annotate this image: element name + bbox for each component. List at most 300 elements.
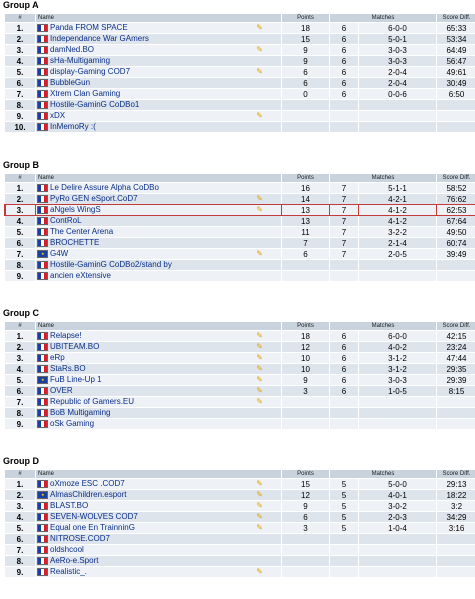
team-cell xyxy=(36,386,281,396)
score-diff-cell xyxy=(437,408,475,418)
played-cell xyxy=(330,111,358,121)
pencil-icon[interactable]: ✎ xyxy=(256,386,263,396)
team-link[interactable]: Realistic_. xyxy=(50,567,87,577)
record-cell: 3-2-2 xyxy=(359,227,436,237)
team-cell xyxy=(36,408,281,418)
score-diff-cell: 39:49 xyxy=(437,249,475,259)
team-link[interactable]: Hostile-GaminG CoDBo2/stand by xyxy=(50,260,172,270)
team-cell xyxy=(36,111,281,121)
france-flag-icon xyxy=(37,184,48,192)
team-link[interactable]: G4W xyxy=(50,249,69,259)
played-cell xyxy=(330,100,358,110)
played-cell: 6 xyxy=(330,331,358,341)
team-link[interactable]: eRp xyxy=(50,353,65,363)
played-cell: 6 xyxy=(330,89,358,99)
france-flag-icon xyxy=(37,261,48,269)
played-cell: 7 xyxy=(330,194,358,204)
points-cell: 11 xyxy=(282,227,329,237)
record-cell: 4-0-2 xyxy=(359,342,436,352)
france-flag-icon xyxy=(37,332,48,340)
record-cell: 4-2-1 xyxy=(359,194,436,204)
rank-cell: 2. xyxy=(5,490,35,500)
pencil-icon[interactable]: ✎ xyxy=(256,111,263,121)
rank-cell: 1. xyxy=(5,23,35,33)
table-row xyxy=(5,512,475,522)
score-diff-cell: 6:50 xyxy=(437,89,475,99)
standings-table xyxy=(4,469,475,578)
played-cell: 5 xyxy=(330,501,358,511)
team-link[interactable]: sHa-Multigaming xyxy=(50,56,111,66)
team-link[interactable]: BubbleGun xyxy=(50,78,91,88)
rank-cell: 3. xyxy=(5,353,35,363)
score-diff-cell: 18:22 xyxy=(437,490,475,500)
record-cell: 3-1-2 xyxy=(359,353,436,363)
table-row xyxy=(5,419,475,429)
score-diff-cell: 34:29 xyxy=(437,512,475,522)
record-cell: 0-0-6 xyxy=(359,89,436,99)
france-flag-icon xyxy=(37,112,48,120)
rank-cell: 7. xyxy=(5,89,35,99)
pencil-icon[interactable]: ✎ xyxy=(256,194,263,204)
score-diff-cell xyxy=(437,556,475,566)
score-diff-cell: 60:74 xyxy=(437,238,475,248)
record-cell: 2-0-4 xyxy=(359,78,436,88)
rank-cell: 3. xyxy=(5,45,35,55)
table-row xyxy=(5,194,475,204)
header-rank: # xyxy=(5,14,35,22)
played-cell: 6 xyxy=(330,56,358,66)
points-cell: 18 xyxy=(282,331,329,341)
points-cell: 9 xyxy=(282,501,329,511)
rank-cell: 3. xyxy=(5,501,35,511)
rank-cell: 6. xyxy=(5,386,35,396)
record-cell xyxy=(359,408,436,418)
pencil-icon[interactable]: ✎ xyxy=(256,249,263,259)
header-matches: Matches xyxy=(330,322,436,330)
team-link[interactable]: BoB Multigaming xyxy=(50,408,111,418)
score-diff-cell xyxy=(437,397,475,407)
table-row xyxy=(5,375,475,385)
france-flag-icon xyxy=(37,354,48,362)
team-link[interactable]: Independance War GAmers xyxy=(50,34,149,44)
team-cell xyxy=(36,260,281,270)
team-cell xyxy=(36,227,281,237)
rank-cell: 4. xyxy=(5,512,35,522)
pencil-icon[interactable]: ✎ xyxy=(256,353,263,363)
record-cell: 2-0-3 xyxy=(359,512,436,522)
record-cell: 4-0-1 xyxy=(359,490,436,500)
france-flag-icon xyxy=(37,35,48,43)
pencil-icon[interactable]: ✎ xyxy=(256,364,263,374)
team-cell xyxy=(36,523,281,533)
eu-flag-icon xyxy=(37,491,48,499)
played-cell: 7 xyxy=(330,249,358,259)
team-link[interactable]: Relapse! xyxy=(50,331,82,341)
record-cell: 4-1-2 xyxy=(359,216,436,226)
team-cell xyxy=(36,194,281,204)
table-row xyxy=(5,556,475,566)
france-flag-icon xyxy=(37,90,48,98)
rank-cell: 5. xyxy=(5,67,35,77)
played-cell: 7 xyxy=(330,183,358,193)
pencil-icon[interactable]: ✎ xyxy=(256,501,263,511)
team-cell xyxy=(36,45,281,55)
played-cell: 5 xyxy=(330,479,358,489)
points-cell xyxy=(282,271,329,281)
france-flag-icon xyxy=(37,206,48,214)
table-row xyxy=(5,100,475,110)
points-cell: 15 xyxy=(282,479,329,489)
played-cell xyxy=(330,419,358,429)
team-link[interactable]: damNed.BO xyxy=(50,45,95,55)
team-link[interactable]: ancien eXtensive xyxy=(50,271,111,281)
table-header-row xyxy=(5,14,475,22)
team-cell xyxy=(36,122,281,132)
pencil-icon[interactable]: ✎ xyxy=(256,45,263,55)
header-name: Name xyxy=(36,470,281,478)
team-link[interactable]: aNgels WingS xyxy=(50,205,101,215)
score-diff-cell xyxy=(437,100,475,110)
team-link[interactable]: InMemoRy :( xyxy=(50,122,96,132)
rank-cell: 9. xyxy=(5,419,35,429)
team-cell xyxy=(36,23,281,33)
table-row xyxy=(5,490,475,500)
rank-cell: 5. xyxy=(5,523,35,533)
played-cell: 6 xyxy=(330,386,358,396)
team-link[interactable]: ContRoL xyxy=(50,216,82,226)
points-cell: 13 xyxy=(282,216,329,226)
record-cell: 2-0-5 xyxy=(359,249,436,259)
score-diff-cell: 49:61 xyxy=(437,67,475,77)
header-rank: # xyxy=(5,322,35,330)
points-cell: 3 xyxy=(282,523,329,533)
table-row xyxy=(5,331,475,341)
france-flag-icon xyxy=(37,79,48,87)
team-link[interactable]: BLAST.BO xyxy=(50,501,89,511)
team-cell xyxy=(36,512,281,522)
france-flag-icon xyxy=(37,101,48,109)
group-title: Group A xyxy=(3,0,39,10)
standings-table xyxy=(4,173,475,282)
team-link[interactable]: UBITEAM.BO xyxy=(50,342,100,352)
team-cell xyxy=(36,364,281,374)
header-matches: Matches xyxy=(330,174,436,182)
team-link[interactable]: AeRo-e.Sport xyxy=(50,556,99,566)
table-row xyxy=(5,408,475,418)
played-cell: 6 xyxy=(330,23,358,33)
points-cell: 9 xyxy=(282,45,329,55)
team-link[interactable]: BROCHETTE xyxy=(50,238,100,248)
played-cell xyxy=(330,534,358,544)
score-diff-cell: 29:13 xyxy=(437,479,475,489)
points-cell xyxy=(282,534,329,544)
score-diff-cell: 62:53 xyxy=(437,205,475,215)
table-row xyxy=(5,34,475,44)
score-diff-cell: 8:15 xyxy=(437,386,475,396)
pencil-icon[interactable]: ✎ xyxy=(256,205,263,215)
table-row xyxy=(5,111,475,121)
points-cell: 13 xyxy=(282,205,329,215)
table-row xyxy=(5,501,475,511)
table-row xyxy=(5,260,475,270)
rank-cell: 9. xyxy=(5,111,35,121)
team-cell xyxy=(36,353,281,363)
played-cell: 6 xyxy=(330,353,358,363)
record-cell xyxy=(359,260,436,270)
team-link[interactable]: Hostile-GaminG CoDBo1 xyxy=(50,100,140,110)
team-cell xyxy=(36,183,281,193)
record-cell xyxy=(359,397,436,407)
team-link[interactable]: xDX xyxy=(50,111,66,121)
played-cell: 5 xyxy=(330,512,358,522)
points-cell: 6 xyxy=(282,249,329,259)
score-diff-cell: 56:47 xyxy=(437,56,475,66)
score-diff-cell: 23:24 xyxy=(437,342,475,352)
record-cell xyxy=(359,545,436,555)
table-row xyxy=(5,216,475,226)
record-cell: 5-0-1 xyxy=(359,34,436,44)
france-flag-icon xyxy=(37,123,48,131)
rank-cell: 8. xyxy=(5,260,35,270)
rank-cell: 6. xyxy=(5,238,35,248)
team-link[interactable]: Panda FROM SPACE xyxy=(50,23,128,33)
team-link[interactable]: FuB Line-Up 1 xyxy=(50,375,102,385)
score-diff-cell: 64:49 xyxy=(437,45,475,55)
record-cell: 2-1-4 xyxy=(359,238,436,248)
played-cell: 7 xyxy=(330,216,358,226)
played-cell: 5 xyxy=(330,490,358,500)
record-cell: 4-1-2 xyxy=(359,205,436,215)
score-diff-cell: 49:50 xyxy=(437,227,475,237)
played-cell xyxy=(330,556,358,566)
table-row xyxy=(5,545,475,555)
points-cell: 12 xyxy=(282,342,329,352)
table-row xyxy=(5,249,475,259)
rank-cell: 10. xyxy=(5,122,35,132)
played-cell: 7 xyxy=(330,227,358,237)
france-flag-icon xyxy=(37,524,48,532)
points-cell: 12 xyxy=(282,490,329,500)
france-flag-icon xyxy=(37,387,48,395)
table-row xyxy=(5,386,475,396)
team-cell xyxy=(36,342,281,352)
played-cell xyxy=(330,122,358,132)
france-flag-icon xyxy=(37,557,48,565)
points-cell: 16 xyxy=(282,183,329,193)
played-cell: 7 xyxy=(330,205,358,215)
header-points: Points xyxy=(282,174,329,182)
team-link[interactable]: OVER xyxy=(50,386,73,396)
header-rank: # xyxy=(5,470,35,478)
pencil-icon[interactable]: ✎ xyxy=(256,375,263,385)
rank-cell: 9. xyxy=(5,271,35,281)
score-diff-cell xyxy=(437,122,475,132)
score-diff-cell: 29:35 xyxy=(437,364,475,374)
france-flag-icon xyxy=(37,480,48,488)
table-row xyxy=(5,67,475,77)
group-title: Group C xyxy=(3,308,39,318)
points-cell: 9 xyxy=(282,56,329,66)
points-cell: 6 xyxy=(282,67,329,77)
points-cell: 14 xyxy=(282,194,329,204)
france-flag-icon xyxy=(37,420,48,428)
played-cell: 6 xyxy=(330,375,358,385)
team-cell xyxy=(36,89,281,99)
played-cell xyxy=(330,260,358,270)
rank-cell: 1. xyxy=(5,183,35,193)
team-link[interactable]: oXmoze ESC .COD7 xyxy=(50,479,125,489)
score-diff-cell: 30:49 xyxy=(437,78,475,88)
team-link[interactable]: AlmasChildren.esport xyxy=(50,490,127,500)
france-flag-icon xyxy=(37,68,48,76)
france-flag-icon xyxy=(37,343,48,351)
table-row xyxy=(5,353,475,363)
standings-table xyxy=(4,13,475,133)
table-row xyxy=(5,271,475,281)
team-link[interactable]: oldshcool xyxy=(50,545,84,555)
france-flag-icon xyxy=(37,535,48,543)
points-cell xyxy=(282,111,329,121)
score-diff-cell: 53:34 xyxy=(437,34,475,44)
pencil-icon[interactable]: ✎ xyxy=(256,490,263,500)
table-row xyxy=(5,183,475,193)
team-link[interactable]: oSk Gaming xyxy=(50,419,95,429)
score-diff-cell: 65:33 xyxy=(437,23,475,33)
points-cell: 6 xyxy=(282,512,329,522)
points-cell xyxy=(282,260,329,270)
team-cell xyxy=(36,271,281,281)
record-cell: 6-0-0 xyxy=(359,23,436,33)
points-cell: 18 xyxy=(282,23,329,33)
header-points: Points xyxy=(282,322,329,330)
rank-cell: 9. xyxy=(5,567,35,577)
team-link[interactable]: The Center Arena xyxy=(50,227,114,237)
rank-cell: 7. xyxy=(5,397,35,407)
points-cell xyxy=(282,545,329,555)
header-name: Name xyxy=(36,322,281,330)
score-diff-cell: 76:62 xyxy=(437,194,475,204)
played-cell xyxy=(330,567,358,577)
played-cell: 5 xyxy=(330,523,358,533)
pencil-icon[interactable]: ✎ xyxy=(256,397,263,407)
eu-flag-icon xyxy=(37,250,48,258)
record-cell: 6-0-0 xyxy=(359,331,436,341)
team-link[interactable]: Xtrem Clan Gaming xyxy=(50,89,121,99)
france-flag-icon xyxy=(37,272,48,280)
team-cell xyxy=(36,567,281,577)
score-diff-cell: 29:39 xyxy=(437,375,475,385)
team-link[interactable]: NITROSE.COD7 xyxy=(50,534,111,544)
score-diff-cell: 3:16 xyxy=(437,523,475,533)
table-header-row xyxy=(5,322,475,330)
team-cell xyxy=(36,67,281,77)
rank-cell: 2. xyxy=(5,34,35,44)
score-diff-cell xyxy=(437,419,475,429)
france-flag-icon xyxy=(37,365,48,373)
played-cell: 6 xyxy=(330,364,358,374)
eu-flag-icon xyxy=(37,376,48,384)
table-row xyxy=(5,479,475,489)
score-diff-cell: 58:52 xyxy=(437,183,475,193)
header-score-diff: Score Diff. xyxy=(437,470,475,478)
team-link[interactable]: Le Delire Assure Alpha CoDBo xyxy=(50,183,159,193)
rank-cell: 1. xyxy=(5,479,35,489)
team-link[interactable]: display-Gaming COD7 xyxy=(50,67,131,77)
pencil-icon[interactable]: ✎ xyxy=(256,67,263,77)
table-row xyxy=(5,342,475,352)
score-diff-cell: 42:15 xyxy=(437,331,475,341)
france-flag-icon xyxy=(37,57,48,65)
points-cell xyxy=(282,408,329,418)
table-row xyxy=(5,56,475,66)
france-flag-icon xyxy=(37,24,48,32)
pencil-icon[interactable]: ✎ xyxy=(256,512,263,522)
group-title: Group B xyxy=(3,160,39,170)
pencil-icon[interactable]: ✎ xyxy=(256,567,263,577)
played-cell: 6 xyxy=(330,342,358,352)
france-flag-icon xyxy=(37,502,48,510)
points-cell: 0 xyxy=(282,89,329,99)
score-diff-cell: 3:2 xyxy=(437,501,475,511)
played-cell xyxy=(330,408,358,418)
team-cell xyxy=(36,238,281,248)
score-diff-cell xyxy=(437,260,475,270)
played-cell: 6 xyxy=(330,67,358,77)
team-link[interactable]: Republic of Gamers.EU xyxy=(50,397,135,407)
team-cell xyxy=(36,205,281,215)
pencil-icon[interactable]: ✎ xyxy=(256,523,263,533)
points-cell xyxy=(282,122,329,132)
team-link[interactable]: SEVEN-WOLVES COD7 xyxy=(50,512,138,522)
table-row xyxy=(5,523,475,533)
header-name: Name xyxy=(36,174,281,182)
pencil-icon[interactable]: ✎ xyxy=(256,23,263,33)
france-flag-icon xyxy=(37,46,48,54)
points-cell xyxy=(282,419,329,429)
score-diff-cell: 47:44 xyxy=(437,353,475,363)
record-cell xyxy=(359,122,436,132)
team-cell xyxy=(36,56,281,66)
score-diff-cell xyxy=(437,545,475,555)
team-cell xyxy=(36,397,281,407)
team-cell xyxy=(36,216,281,226)
france-flag-icon xyxy=(37,409,48,417)
record-cell: 3-0-3 xyxy=(359,56,436,66)
pencil-icon[interactable]: ✎ xyxy=(256,331,263,341)
rank-cell: 3. xyxy=(5,205,35,215)
pencil-icon[interactable]: ✎ xyxy=(256,342,263,352)
record-cell: 3-0-3 xyxy=(359,375,436,385)
points-cell xyxy=(282,100,329,110)
points-cell: 10 xyxy=(282,353,329,363)
team-cell xyxy=(36,534,281,544)
points-cell xyxy=(282,397,329,407)
pencil-icon[interactable]: ✎ xyxy=(256,479,263,489)
team-cell xyxy=(36,490,281,500)
team-link[interactable]: PyRo GEN eSport.CoD7 xyxy=(50,194,138,204)
score-diff-cell xyxy=(437,271,475,281)
rank-cell: 5. xyxy=(5,375,35,385)
played-cell xyxy=(330,545,358,555)
team-cell xyxy=(36,375,281,385)
table-row xyxy=(5,205,475,215)
team-link[interactable]: Equal one En TrainninG xyxy=(50,523,135,533)
france-flag-icon xyxy=(37,217,48,225)
table-header-row xyxy=(5,174,475,182)
team-link[interactable]: StaRs.BO xyxy=(50,364,86,374)
points-cell: 7 xyxy=(282,238,329,248)
rank-cell: 8. xyxy=(5,556,35,566)
